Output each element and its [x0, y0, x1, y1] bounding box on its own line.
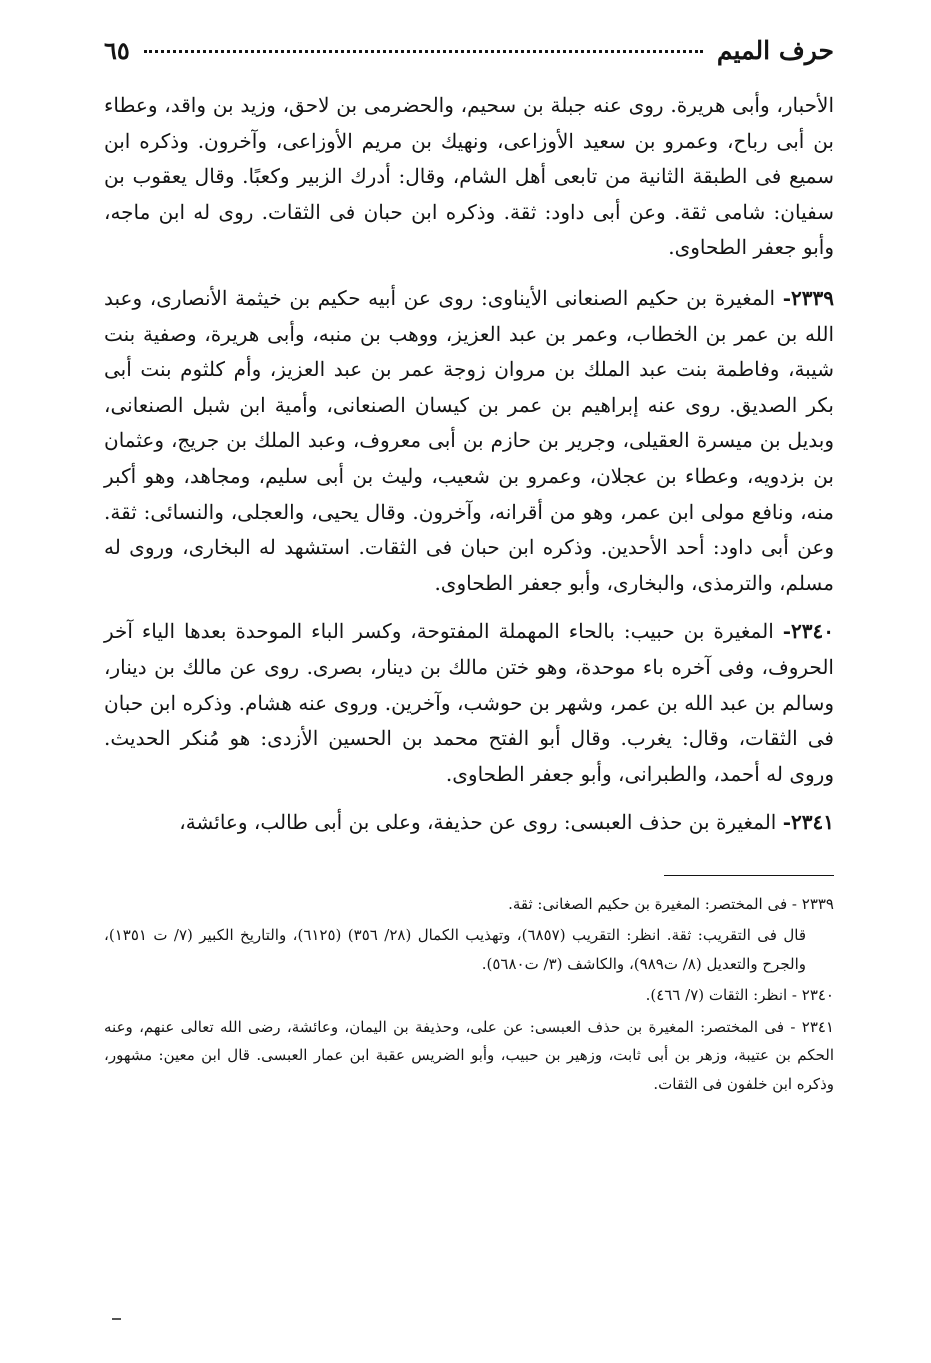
footnote: ٢٣٤١ - فى المختصر: المغيرة بن حذف العبسى: عن على، وحذيفة بن اليمان، وعائشة، رضى الله تعالى عنهم، وعنه الحكم بن عتيبة، وزهر بن أبى ثابت، وزهير بن حبيب، وأبو الضريس عقبة ابن عمار العبسى. قال ابن معين: مشهور، وذكره ابن خلفون فى الثقات.: [104, 1017, 834, 1093]
footnote: ٢٣٤٠ - انظر: الثقات (٧/ ٤٦٦).: [645, 986, 834, 1005]
footnote: قال فى التقريب: ثقة. انظر: التقريب (٦٨٥٧)، وتهذيب الكمال (٢٨/ ٣٥٦) (٦١٢٥)، والتاريخ الكبير (٧/ ت ١٣٥١)، والجرح والتعديل (٨/ ت٩٨٩)، والكاشف (٣/ ت٥٦٨٠).: [104, 926, 806, 973]
book-page: [104, 36, 834, 1336]
entry-paragraph: [104, 614, 834, 792]
chapter-title: حرف الميم: [716, 36, 834, 65]
running-header: [104, 36, 834, 88]
footnotes: [104, 890, 834, 1099]
entry-number: ٢٣٤٠-: [782, 619, 834, 644]
entry-text: المغيرة بن حبيب: بالحاء المهملة المفتوحة، وكسر الباء الموحدة بعدها الياء آخر الحروف، وفى آخره باء موحدة، وهو ختن مالك بن دينار، بصرى. روى عن مالك بن دينار، وسالم بن عبد الله بن عمر، وشهر بن حوشب، وآخرين. وروى عنه هشام. وذكره ابن حبان فى الثقات، وقال: يغرب. وقال أبو الفتح محمد بن الحسين الأزدى: هو مُنكر الحديث. وروى له أحمد، والطبرانى، وأبو جعفر الطحاوى.: [104, 619, 834, 786]
entry-paragraph: [104, 805, 834, 841]
entry-text: المغيرة بن حكيم الصنعانى الأيناوى: روى عن أبيه حكيم بن خيثمة الأنصارى، وعبد الله بن عمر بن الخطاب، وعمر بن عبد العزيز، ووهب بن منبه، وأبى هريرة، وصفية بنت شيبة، وفاطمة بنت عبد الملك بن مروان زوجة عمر بن عبد العزيز، وأم كلثوم بنت أبى بكر الصديق. روى عنه إبراهيم بن عمر بن كيسان الصنعانى، وأمية ابن شبل الصنعانى، وبديل بن ميسرة العقيلى، وجرير بن حازم بن أبى معروف، وعبد الملك بن جريج، وعثمان بن بزدويه، وعطاء بن عجلان، وعمرو بن شعيب، وليث بن أبى سليم، ومجاهد، وهو أكبر منه، ونافع مولى ابن عمر، وهو من أقرانه، وآخرون. وقال يحيى، والعجلى، والنسائى: ثقة. وعن أبى داود: أحد الأحدين. وذكره ابن حبان فى الثقات. استشهد له البخارى، وروى له مسلم، والترمذى، والبخارى، وأبو جعفر الطحاوى.: [104, 285, 835, 595]
continuation-paragraph: الأحبار، وأبى هريرة. روى عنه جبلة بن سحيم، والحضرمى بن لاحق، وزيد بن واقد، وعطاء بن أبى رباح، وعمرو بن سعيد الأوزاعى، ونهيك بن مريم الأوزاعى، وآخرون. وذكره ابن سميع فى الطبقة الثانية من تابعى أهل الشام، وقال: أدرك الزبير وكعبًا. وقال يعقوب بن سفيان: شامى ثقة. وعن أبى داود: ثقة. وذكره ابن حبان فى الثقات. روى له ابن ماجه، وأبو جعفر الطحاوى.: [104, 93, 834, 260]
main-text: [104, 88, 834, 841]
scan-mark: [112, 1318, 121, 1320]
leader-dots: [144, 50, 703, 53]
footnote-separator: [664, 875, 834, 876]
entry-number: ٢٣٣٩-: [782, 285, 834, 310]
page-number: ٦٥: [104, 36, 130, 65]
footnote: ٢٣٣٩ - فى المختصر: المغيرة بن حكيم الصغانى: ثقة.: [508, 894, 834, 913]
entry-number: ٢٣٤١-: [782, 810, 834, 835]
entry-paragraph: [104, 281, 834, 601]
entry-text: المغيرة بن حذف العبسى: روى عن حذيفة، وعلى بن أبى طالب، وعائشة،: [179, 810, 783, 835]
